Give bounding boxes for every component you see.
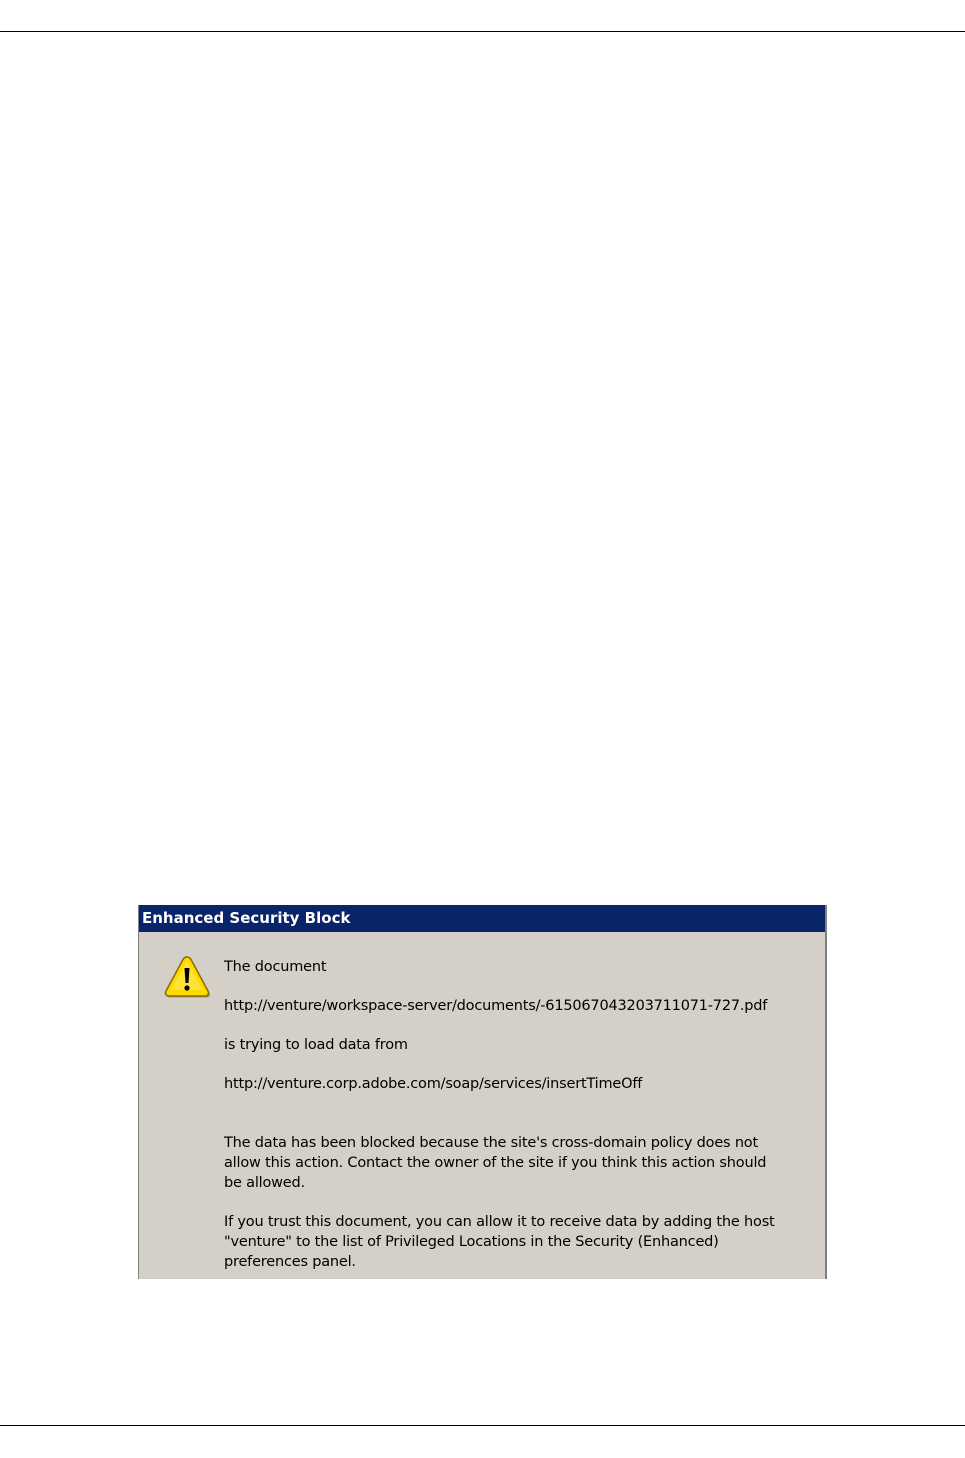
service-url: http://venture.corp.adobe.com/soap/services/insertTimeOff [224, 1076, 643, 1092]
blocked-paragraph [224, 1133, 814, 1193]
trust-line: "venture" to the list of Privileged Locations in the Security (Enhanced) [224, 1234, 719, 1250]
document-url: http://venture/workspace-server/documents/-615067043203711071-727.pdf [224, 998, 768, 1014]
dialog-title: Enhanced Security Block [139, 905, 825, 932]
warning-icon [163, 953, 211, 1001]
blocked-line: The data has been blocked because the site's cross-domain policy does not [224, 1135, 758, 1151]
header-rule [0, 31, 965, 32]
footer-rule [0, 1425, 965, 1426]
trust-paragraph [224, 1212, 814, 1272]
the-document-label: The document [224, 959, 327, 975]
security-block-dialog [138, 905, 827, 1279]
trying-to-load-label: is trying to load data from [224, 1037, 408, 1053]
blocked-line: allow this action. Contact the owner of the site if you think this action should [224, 1155, 767, 1171]
trust-line: preferences panel. [224, 1254, 356, 1270]
trust-line: If you trust this document, you can allow it to receive data by adding the host [224, 1214, 775, 1230]
blocked-line: be allowed. [224, 1175, 305, 1191]
